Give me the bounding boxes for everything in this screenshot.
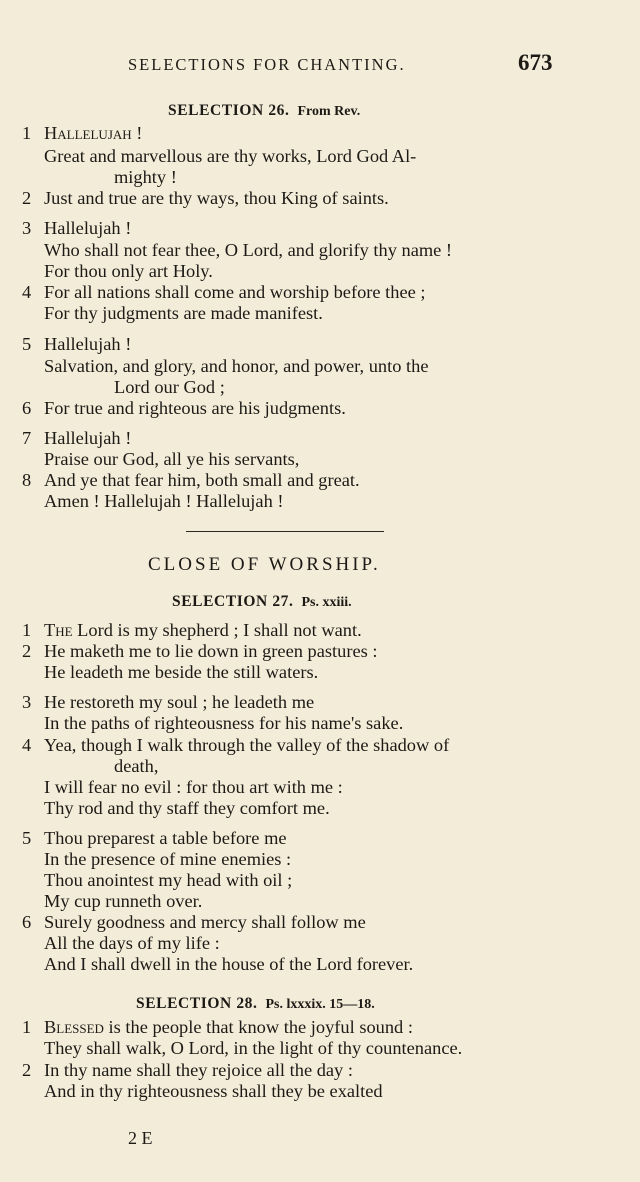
verse-number: 2	[22, 641, 32, 661]
verse-number: 3	[22, 218, 32, 238]
verse-number: 3	[22, 692, 32, 712]
verse-text: Hallelujah !	[44, 218, 132, 238]
verse-text: mighty !	[114, 167, 177, 187]
verse-text: For all nations shall come and worship before thee ;	[44, 282, 426, 302]
small-caps-lead: Hallelujah	[44, 123, 132, 143]
verse-text: death,	[114, 756, 159, 776]
page-number: 673	[518, 50, 553, 75]
verse-text: He leadeth me beside the still waters.	[44, 662, 319, 682]
verse-text: They shall walk, O Lord, in the light of thy countenance.	[44, 1038, 463, 1058]
verse-number: 4	[22, 735, 32, 755]
verse-text: Praise our God, all ye his servants,	[44, 449, 300, 469]
verse-text: Thou preparest a table before me	[44, 828, 287, 848]
selection-number: SELECTION 27.	[172, 593, 294, 610]
verse-text: Just and true are thy ways, thou King of saints.	[44, 188, 389, 208]
verse-number: 6	[22, 398, 32, 418]
verse-text: For true and righteous are his judgments.	[44, 398, 346, 418]
verse-text: Hallelujah !	[44, 123, 143, 143]
selection-reference: Ps. lxxxix. 15—18.	[265, 997, 375, 1012]
signature-mark: 2 E	[128, 1128, 153, 1148]
verse-text: I will fear no evil : for thou art with me :	[44, 777, 343, 797]
verse-text: In the presence of mine enemies :	[44, 849, 292, 869]
verse-text: For thou only art Holy.	[44, 261, 213, 281]
verse-number: 1	[22, 1017, 32, 1037]
verse-text: In the paths of righteousness for his name's sake.	[44, 713, 404, 733]
verse-text: My cup runneth over.	[44, 891, 203, 911]
verse-number: 4	[22, 282, 32, 302]
selection-number: SELECTION 26.	[168, 102, 290, 119]
selection-heading	[172, 593, 352, 611]
verse-text: And in thy righteousness shall they be exalted	[44, 1081, 383, 1101]
verse-text: Great and marvellous are thy works, Lord God Al-	[44, 146, 417, 166]
verse-text: The Lord is my shepherd ; I shall not want.	[44, 620, 362, 640]
verse-text: Lord our God ;	[114, 377, 225, 397]
selection-reference: Ps. xxiii.	[301, 595, 352, 610]
selection-number: SELECTION 28.	[136, 995, 258, 1012]
section-title: CLOSE OF WORSHIP.	[148, 554, 381, 575]
verse-number: 2	[22, 188, 32, 208]
verse-number: 1	[22, 123, 32, 143]
verse-text: And I shall dwell in the house of the Lord forever.	[44, 954, 414, 974]
verse-number: 7	[22, 428, 32, 448]
verse-text: Who shall not fear thee, O Lord, and glorify thy name !	[44, 240, 453, 260]
selection-reference: From Rev.	[297, 104, 361, 119]
verse-text: Hallelujah !	[44, 428, 132, 448]
verse-text: And ye that fear him, both small and great.	[44, 470, 360, 490]
running-title: SELECTIONS FOR CHANTING.	[128, 55, 406, 74]
verse-text: Thy rod and thy staff they comfort me.	[44, 798, 330, 818]
verse-number: 6	[22, 912, 32, 932]
verse-number: 5	[22, 828, 32, 848]
verse-number: 1	[22, 620, 32, 640]
verse-number: 2	[22, 1060, 32, 1080]
verse-text: In thy name shall they rejoice all the day :	[44, 1060, 353, 1080]
verse-number: 5	[22, 334, 32, 354]
verse-text: Blessed is the people that know the joyful sound :	[44, 1017, 413, 1037]
verse-text: Salvation, and glory, and honor, and power, unto the	[44, 356, 429, 376]
verse-text: He maketh me to lie down in green pastures :	[44, 641, 378, 661]
verse-text: For thy judgments are made manifest.	[44, 303, 323, 323]
verse-text: Hallelujah !	[44, 334, 132, 354]
verse-text: He restoreth my soul ; he leadeth me	[44, 692, 315, 712]
verse-text: Thou anointest my head with oil ;	[44, 870, 293, 890]
selection-heading	[168, 102, 360, 120]
verse-text: All the days of my life :	[44, 933, 220, 953]
verse-text: Amen ! Hallelujah ! Hallelujah !	[44, 491, 284, 511]
verse-text: Yea, though I walk through the valley of the shadow of	[44, 735, 450, 755]
verse-number: 8	[22, 470, 32, 490]
small-caps-lead: Blessed	[44, 1017, 104, 1037]
section-divider	[186, 531, 384, 532]
selection-heading	[136, 995, 375, 1013]
verse-text: Surely goodness and mercy shall follow me	[44, 912, 366, 932]
small-caps-lead: The	[44, 620, 73, 640]
